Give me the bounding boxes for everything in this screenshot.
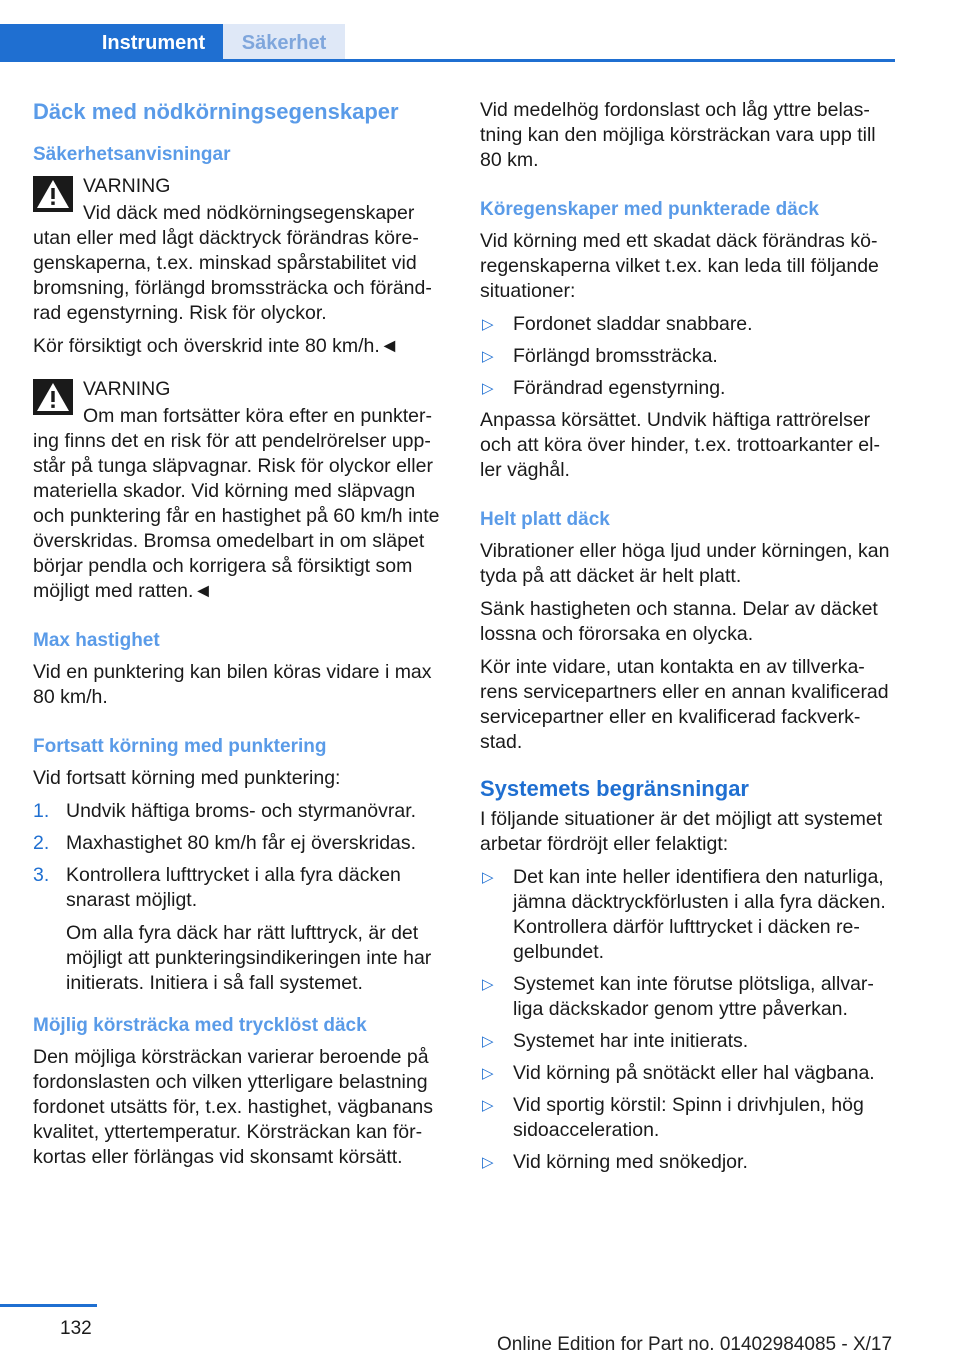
list-item	[480, 972, 894, 1022]
list-item-text: Systemet har inte initierats.	[513, 1030, 749, 1052]
triangle-right-icon: ▷	[482, 348, 494, 365]
continued-heading: Fortsatt körning med punktering	[33, 736, 327, 757]
list-item-text: Vid körning på snötäckt eller hal vägbana.	[513, 1062, 875, 1084]
list-item	[480, 865, 894, 965]
section-tabs	[0, 24, 895, 62]
edition-footer: Online Edition for Part no. 01402984085 - X/17	[497, 1334, 893, 1355]
list-item	[480, 1150, 894, 1175]
handling-heading: Köregenskaper med punkterade däck	[480, 199, 819, 220]
flat-text-3: Kör inte vidare, utan kontakta en av tillverkarens servicepartners eller en annan kvalificerad servicepartner eller en kvalificerad fackverkstad.	[480, 656, 889, 753]
list-item-text: Förlängd bromssträcka.	[513, 345, 718, 367]
list-item-text: Fordonet sladdar snabbare.	[513, 313, 753, 335]
list-item-text: Vid körning med snökedjor.	[513, 1151, 748, 1173]
warning-text: Om man fortsätter köra efter en punktering finns det en risk för att pendelrörelser uppstår på tunga släpvagnar. Risk för olyckor eller materiella skador. Vid körning med släpvagn och punktering får en hastighet på 60 km/h inte överskridas. Bromsa omedelbart in om släpet börjar pendla och korrigera så försiktigt som möjligt med ratten.◄	[33, 405, 440, 602]
warning-triangle-icon	[33, 176, 73, 212]
list-item-text: Systemet kan inte förutse plötsliga, allvarliga däckskador genom yttre påverkan.	[513, 973, 874, 1020]
list-number: 1.	[33, 800, 50, 822]
warning-block-1	[33, 174, 447, 326]
list-item	[480, 376, 894, 401]
list-item	[33, 863, 447, 996]
handling-outro: Anpassa körsättet. Undvik häftiga rattrörelser och att köra över hinder, t.ex. trottoarkanter eller väghål.	[480, 409, 880, 481]
list-item	[33, 799, 447, 824]
max-speed-text: Vid en punktering kan bilen köras vidare i max 80 km/h.	[33, 661, 432, 708]
max-speed-heading: Max hastighet	[33, 630, 160, 651]
triangle-right-icon: ▷	[482, 1033, 494, 1050]
tab-instrument[interactable]: Instrument	[84, 24, 223, 62]
triangle-right-icon: ▷	[482, 869, 494, 886]
page-number: 132	[60, 1318, 92, 1339]
warning-triangle-icon	[33, 379, 73, 415]
list-item-text: Undvik häftiga broms- och styrmanövrar.	[66, 800, 417, 822]
list-item	[33, 831, 447, 856]
handling-list	[480, 312, 894, 401]
tab-pad	[0, 24, 84, 62]
list-item-subtext: Om alla fyra däck har rätt lufttryck, är det möjligt att punkteringsindikeringen inte har initierats. Initiera i så fall systemet.	[66, 922, 432, 994]
triangle-right-icon: ▷	[482, 316, 494, 333]
list-item	[480, 344, 894, 369]
handling-intro: Vid körning med ett skadat däck förändras köregenskaperna vilket t.ex. kan leda till följande situationer:	[480, 230, 879, 302]
triangle-right-icon: ▷	[482, 1154, 494, 1171]
flat-text-1: Vibrationer eller höga ljud under körningen, kan tyda på att däcket är helt platt.	[480, 540, 890, 587]
warning-label: VARNING	[83, 175, 171, 197]
warning-note: Kör försiktigt och överskrid inte 80 km/h.◄	[33, 335, 400, 357]
footer-line	[0, 1304, 97, 1307]
range-continued-text: Vid medelhög fordonslast och låg yttre belastning kan den möjliga körsträckan vara upp till 80 km.	[480, 99, 876, 171]
flat-text-2: Sänk hastigheten och stanna. Delar av däcket lossna och förorsaka en olycka.	[480, 598, 878, 645]
list-number: 2.	[33, 832, 50, 854]
safety-heading: Säkerhetsanvisningar	[33, 144, 231, 165]
range-text: Den möjliga körsträckan varierar beroende på fordonslasten och vilken ytterligare belastning fordonet utsätts för, t.ex. hastighet, vägbanans kvalitet, yttertemperatur. Körsträckan kan förkortas eller förlängas vid skonsamt körsätt.	[33, 1046, 434, 1168]
list-item-text: Kontrollera lufttrycket i alla fyra däcken snarast möjligt.	[66, 864, 401, 911]
warning-block-2	[33, 377, 447, 604]
list-item-text: Förändrad egenstyrning.	[513, 377, 726, 399]
left-column	[33, 98, 447, 1178]
limits-list	[480, 865, 894, 1175]
triangle-right-icon: ▷	[482, 380, 494, 397]
continued-list	[33, 799, 447, 996]
list-item	[480, 312, 894, 337]
list-number: 3.	[33, 864, 50, 886]
warning-label: VARNING	[83, 378, 171, 400]
triangle-right-icon: ▷	[482, 976, 494, 993]
flat-heading: Helt platt däck	[480, 509, 610, 530]
page-title: Däck med nödkörningsegenskaper	[33, 99, 399, 124]
limits-intro: I följande situationer är det möjligt att systemet arbetar fördröjt eller felaktigt:	[480, 808, 883, 855]
list-item-text: Det kan inte heller identifiera den naturliga, jämna däcktryckförlusten i alla fyra däcken. Kontrollera därför lufttrycket i däcken regelbundet.	[513, 866, 886, 963]
right-column	[480, 98, 894, 1182]
tab-sakerhet[interactable]: Säkerhet	[223, 24, 345, 62]
range-heading: Möjlig körsträcka med trycklöst däck	[33, 1015, 367, 1036]
continued-intro: Vid fortsatt körning med punktering:	[33, 767, 341, 789]
list-item	[480, 1093, 894, 1143]
tab-underline	[0, 59, 895, 62]
list-item	[480, 1029, 894, 1054]
triangle-right-icon: ▷	[482, 1097, 494, 1114]
list-item-text: Vid sportig körstil: Spinn i drivhjulen, hög sidoacceleration.	[513, 1094, 864, 1141]
list-item-text: Maxhastighet 80 km/h får ej överskridas.	[66, 832, 417, 854]
triangle-right-icon: ▷	[482, 1065, 494, 1082]
list-item	[480, 1061, 894, 1086]
warning-text: Vid däck med nödkörningsegenskaper utan eller med lågt däcktryck förändras köregenskaperna, t.ex. minskad spårstabilitet vid bromsning, förlängd bromssträcka och förändrad egenstyrning. Risk för olyckor.	[33, 202, 432, 324]
limits-heading: Systemets begränsningar	[480, 776, 749, 801]
